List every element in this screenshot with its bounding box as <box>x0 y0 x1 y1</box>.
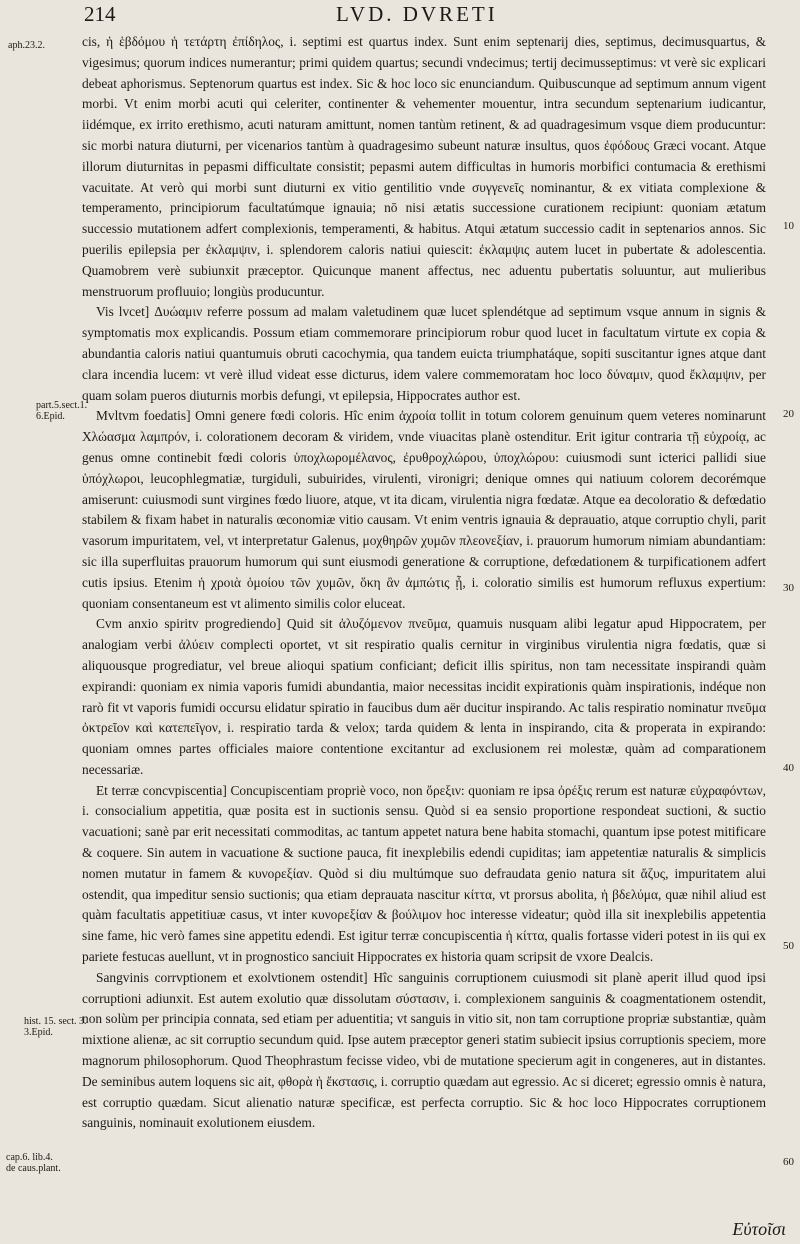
line-number: 10 <box>783 220 794 232</box>
page-header <box>0 0 800 34</box>
paragraph: Et terræ concvpiscentia] Concupiscentiam propriè voco, non ὄρεξιν: quoniam re ipsa ὀρέξις rerum est naturæ εὐχραφόντων, i. consocialium appetitia, quæ posita est in suctionis sensu. Quòd si ea sensio proportione respondeat suctioni, & suctio vacuationi; sanè par erit necessitati commoditas, ac tantum appetet natura bene habita stomachi, quantum ipse potest mitificare & coquere. Sin autem in vacuatione & suctione pauca, fit inexplebilis edendi cupiditas; iam appetentiæ naturalis & simplicis nomen mutatur in famem & κυνορεξίαν. Quòd si diu multúmque suo defraudata genio natura sit ἄζυς, impuritatem alui ostendit, qua impeditur sensio suctionis; qua etiam deprauata nascitur κίττα, vt prorsus abolita, ἡ βδελύμα, quæ nihil aliud est quàm facultatis appetitiuæ casus, vt inter κυνορεξίαν & βούλιμον hoc interesse videatur; quòd illa sit inexplebilis appetentia sine fame, hic verò fames sine appetitu edendi. Est igitur terræ concupiscentia ἡ κίττα, qualis fortasse videri potest in iis qui ex pariete festucas auellunt, vt in prognostico sanciuit Hippocrates ex historia quam scripsit de vxore Dealcis. <box>82 782 766 965</box>
paragraph: Mvltvm foedatis] Omni genere fœdi coloris. Hîc enim ἀχροία tollit in totum colorem genuinum quem veteres nominarunt Χλώασμα λαμπρόν, i. colorationem decoram & viridem, vnde viuacitas planè ostenditur. Erit igitur contraria τῇ εὐχροίᾳ, ac genus omne continebit fœdi coloris ὑποχλωρομέλανος, ἐρυθροχλώρου, ὑποχλώρου: cuiusmodi sunt icterici pallidi siue ὑπόχλωροι, leucophlegmatiæ, turgiduli, subuirides, virulenti, vironigri; denique omnes qui natiuum colorem decorémque amiserunt: cuiusmodi sunt virgines fœdo liuore, atque, vt ita dicam, virulentia nigra fœdatæ. Atque ea decoloratio & defœdatio stabilem & fixam habet in naturalis œconomiæ vitio causam. Vt enim ventris ignauia & deprauatio, atque corruptio chyli, parit vasorum impuritatem, vel, vt interpretatur Galenus, μοχθηρῶν χυμῶν πλεονεξίαν, i. prauorum humorum nimiam abundantiam: sic illa superfluitas prauorum humorum qui sunt eiusmodi generatione & corruptione, defœdationem & turpificationem adfert cutis ipsius. Etenim ἡ χροιὰ ὁμοίου τῶν χυμῶν, ὅκη ἂν ἀμπώτις ᾖ, i. coloratio similis est humorum refluxus expertium: quoniam consentaneum est vt alimento similis color eluceat. <box>82 408 766 611</box>
line-number: 60 <box>783 1156 794 1168</box>
running-head: LVD. DVRETI <box>336 2 498 26</box>
line-number: 30 <box>783 582 794 594</box>
main-text <box>82 32 766 1134</box>
line-number: 50 <box>783 940 794 952</box>
margin-note: hist. 15. sect. 3. 3.Epid. <box>24 1016 87 1038</box>
page-number: 214 <box>84 2 116 26</box>
margin-note: aph.23.2. <box>8 40 45 51</box>
paragraph: Sangvinis corrvptionem et exolvtionem ostendit] Hîc sanguinis corruptionem cuiusmodi sit planè aperit illud quod ipsi corruptioni adiunxit. Est autem exolutio quæ dissolutam σύστασιν, i. complexionem sanguinis & coagmentationem ostendit, non solùm per principia connata, sed etiam per aduentitia; vt sanguis in vitio sit, non tam corruptione propriæ substantiæ, quàm mixtione alienæ, ac sit corruptio secundum quid. Ipse autem præceptor generi statim subiecit ipsius corruptionis speciem, more magnorum philosophorum. Quod Theophrastum fecisse video, vbi de mutatione specierum agit in congeneres, aut in distantes. De seminibus autem loquens sic ait, φθορὰ ἡ ἔκστασις, i. corruptio quædam aut egressio. Ac si diceret; egressio omnis è natura, est corruptio quædam. Sicut alienatio naturæ specificæ, est perfecta corruptio. Sic & hoc loco Hippocrates corruptionem sanguinis, nominauit exolutionem eiusdem. <box>82 969 766 1131</box>
paragraph: Cvm anxio spiritv progrediendo] Quid sit ἀλυζόμενον πνεῦμα, quamuis nusquam alibi legatur apud Hippocratem, per analogiam verbi ἀλύειν complecti oportet, vt sit respiratio qualis cernitur in virginibus virulentia nigra fœdatis, quæ si aliquousque progrediatur, vel breue alioqui spatium conficiant; deficit illis spiritus, non tam necessitate inspirandi quàm expirandi: quoniam ex nimia vaporis fumidi abundantia, maior necessitas incidit expirationis quàm inspirationis, indéque non rarò fit vt vaporis fumidi occursu elidatur spiratio in faucibus dum aër ducitur inspirando. Ac talis respiratio nominatur πνεῦμα ὀκτρεῖον καὶ κατεπεῖγον, i. respiratio tarda & velox; tarda quidem & lenta in inspirando, cita & properata in expirando: quoniam omnes partes officiales maiore contentione excitantur ad exclusionem rei molestæ, quàm ad comparationem necessariæ. <box>82 616 766 777</box>
paragraph: cis, ἡ ἑβδόμου ἡ τετάρτη ἐπίδηλος, i. septimi est quartus index. Sunt enim septenarij dies, septimus, decimusquartus, & vigesimus; quorum indices numerantur; primi quidem quartus; secundi vndecimus; tertij decimusseptimus: vt verè sic explicari debeat aphorismus. Septenorum quartus est index. Sic & hoc loco sic enunciandum. Quibuscunque ad septimum annum vigent morbi. Vt enim morbi acuti qui celeriter, continenter & vehementer mouentur, intra secundum septenarium iudicantur, iidémque, ex irrito erethismo, acuti naturam amittunt, nomen tantùm retinent, & ad quadragesimum vsque diem producuntur: sic morbi natura diuturni, per vicenarios tantùm à quadragesimo subeunt naturæ insultus, quos ἐφόδους Græci vocant. Atque illorum diuturnitas in pepasmi difficultate consistit; pepasmi autem difficultas in humoris morbifici contumacia & erethismi vacuitate. At verò qui morbi sunt diuturni ex vitio gentilitio vnde συγγενεῖς nominantur, & ex vitiata complexione & temperamento, principiorum facultatúmque ignauia; nō nisi ætatis successione curationem recipiunt: quoniam ætatum successio mutationem adfert complexionis, temperamenti, & habitus. Atqui ætatum successio cadit in septenarios annos. Sic puerilis epilepsia per ἐκλαμψιν, i. splendorem caloris natiui quiescit: ἐκλαμψις autem lucet in pubertate & adolescentia. Quamobrem verè subiunxit præceptor. Quicunque manent affectus, nec aduentu pubertatis soluuntur, aut mulieribus menstruorum profluuio; longiùs producuntur. <box>82 34 766 299</box>
margin-note: cap.6. lib.4. de caus.plant. <box>6 1152 61 1174</box>
line-number: 20 <box>783 408 794 420</box>
line-number: 40 <box>783 762 794 774</box>
margin-note: part.5.sect.1. 6.Epid. <box>36 400 88 422</box>
paragraph: Vis lvcet] Δυώαμιν referre possum ad malam valetudinem quæ lucet splendétque ad septimum vsque annum in signis & symptomatis mox explicandis. Possum etiam commemorare principiorum robur quod lucet in facultatum virtute ex copia & abundantia caloris natiui quantumuis obruti cacochymia, qua tandem euicta triumphatáque, sopiti suscitantur ignes atque dant clara incendia lucem: vt verè illud videat esse dicturus, idem valere commemoratam hoc loco δύναμιν, quod ἔκλαμψιν, per quam solam pueros diuturnis morbis defungi, vt epilepsia, Hippocrates author est. <box>82 304 766 403</box>
catchword: Εὐτοῖσι <box>732 1219 786 1239</box>
